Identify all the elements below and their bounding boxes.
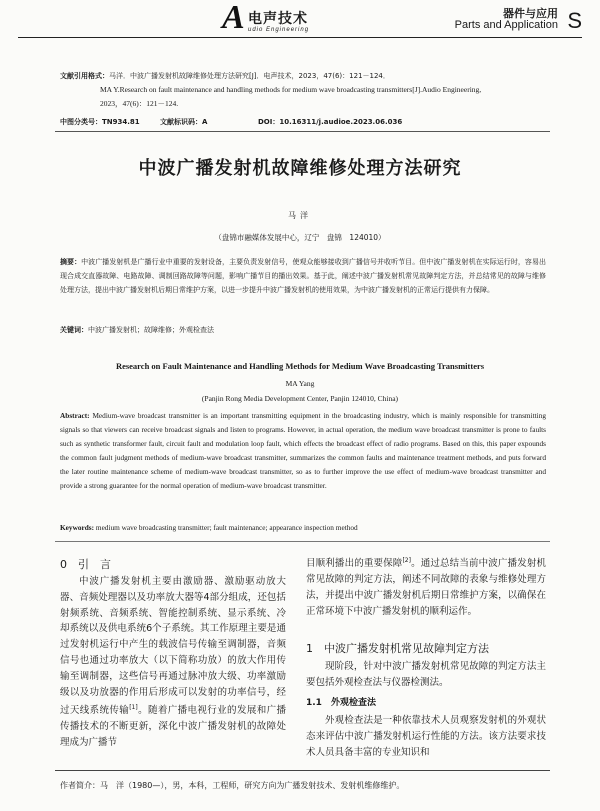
logo-text-en: udio Engineering [248, 27, 310, 33]
keywords-en-text: medium wave broadcasting transmitter; fault maintenance; appearance inspection method [95, 523, 358, 532]
intro-text-cont: 。随着广播电视行业的发展和广播传播技术的不断更新，深化中波广播发射机的故障处理成为广播节 [60, 705, 286, 749]
abstract-en-label: Abstract: [60, 411, 90, 420]
section-1-heading: 1 中波广播发射机常见故障判定方法 [306, 642, 489, 655]
author-en: MA Yang [285, 379, 315, 388]
keywords-zh [60, 325, 546, 335]
citation-zh-text: 马洋．中波广播发射机故障维修处理方法研究[J]．电声技术，2023，47(6)：121－124． [109, 72, 390, 80]
intro-ref-1: [1] [129, 704, 138, 712]
page-title: 中波广播发射机故障维修处理方法研究 [138, 158, 462, 179]
citation-en-line1: MA Y.Research on fault maintenance and handling methods for medium wave broadcasting transmitters[J].Audio Engineering, [100, 85, 482, 94]
abstract-zh-label: 摘要： [60, 258, 82, 266]
intro-heading: 0 引 言 [60, 558, 111, 571]
doc-value: A [202, 118, 208, 126]
logo-text-zh: 电声技术 [248, 11, 308, 27]
affiliation-zh: （盘锦市融媒体发展中心，辽宁 盘锦 124010） [214, 233, 386, 242]
clc-value: TN934.81 [102, 118, 140, 126]
doi-value: 10.16311/j.audioe.2023.06.036 [279, 118, 403, 126]
intro-ref-2: [2] [402, 557, 411, 564]
intro-cont-text: 目顺利播出的重要保障 [306, 558, 403, 570]
keywords-zh-label: 关键词： [60, 326, 88, 334]
abstract-zh-text: 中波广播发射机是广播行业中重要的发射设备，主要负责发射信号，使观众能够接收到广播信号并收听节目。但中波广播发射机在实际运行时，容易出现合成交直器故障、电路故障、调制回路故障等问题，影响广播节目的播出效果。基于此，阐述中波广播发射机常见故障判定方法，并总结常见的故障与维修处理方法，提出中波广播发射机后期日常维护方案，以进一步提升中波广播发射机的使用效果，为中波广播发射机的正常运行提供有力保障。 [60, 258, 547, 294]
section-glyph: S [567, 8, 582, 33]
citation-en-line2: 2023，47(6)：121－124. [100, 99, 179, 108]
logo-mark: A [222, 0, 245, 36]
clc-label: 中图分类号： [60, 118, 102, 126]
header-rule [18, 37, 582, 38]
citation-zh [60, 70, 560, 82]
intro-paragraph [60, 574, 286, 751]
journal-logo [222, 0, 372, 37]
keywords-en [60, 523, 546, 532]
section-1-1-heading: 1.1 外观检查法 [306, 698, 376, 708]
section-title-en: Parts and Application [454, 19, 558, 31]
intro-text: 中波广播发射机主要由激励器、激励驱动放大器、音频处理器以及功率放大器等4部分组成，还包括射频系统、音频系统、智能控制系统、显示系统、冷却系统以及供电系统6个子系统。其工作原理主要是通过发射机运行中产生的载波信号传输至调制器，音频信号也通过功率放大（以下简称功放）的放大作用传输至调制器，这些信号再通过脉冲放大级、功率激励级以及功放器的作用后形成可以发射的功率信号，经过天线系统传输 [60, 576, 286, 717]
clc-number [60, 116, 140, 128]
intro-cont-text-2: 。通过总结当前中波广播发射机常见故障的判定方法，阐述不同故障的表象与维修处理方法，并提出中波广播发射机后期日常维护方案，以确保在正常环境下中波广播发射机的顺利运作。 [306, 558, 546, 617]
meta-rule [55, 131, 550, 132]
abstract-zh [60, 255, 546, 297]
affiliation-en: (Panjin Rong Media Development Center, Panjin 124010, China) [201, 394, 399, 403]
doi-label: DOI： [258, 118, 280, 126]
abstract-en [60, 409, 546, 493]
keywords-en-label: Keywords: [60, 523, 95, 532]
keywords-zh-text: 中波广播发射机；故障维修；外观检查法 [88, 326, 214, 334]
author-zh: 马洋 [288, 211, 312, 220]
intro-continuation [306, 553, 546, 619]
citation-label: 文献引用格式： [60, 72, 109, 80]
footnote-rule [55, 770, 550, 771]
abstract-rule [55, 541, 550, 542]
section-1-text: 现阶段，针对中波广播发射机常见故障的判定方法主要包括外观检查法与仪器检测法。 [306, 661, 546, 688]
doc-code [160, 116, 207, 128]
section-title-zh: 器件与应用 [503, 7, 558, 20]
doi [258, 116, 402, 128]
section-1-1-text: 外观检查法是一种依靠技术人员观察发射机的外观状态来评估中波广播发射机运行性能的方法。该方法要求技术人员具备丰富的专业知识和 [306, 715, 546, 758]
doc-label: 文献标识码： [160, 118, 202, 126]
author-footnote: 作者简介：马 洋（1980—），男，本科，工程师，研究方向为广播发射技术、发射机维修维护。 [60, 781, 405, 790]
title-en: Research on Fault Maintenance and Handling Methods for Medium Wave Broadcasting Transmitters [115, 361, 485, 371]
abstract-en-text: Medium-wave broadcast transmitter is an important transmitting equipment in the broadcasting industry, which is mainly responsible for transmitting signals so that viewers can receive broadcast signals and listen to programs. However, in actual operation, the medium wave broadcast transmitter is prone to faults such as synthetic transformer fault, circuit fault and modulation loop fault, which effects the broadcast effect of radio programs. Based on this, this paper expounds the common fault judgment methods of medium-wave broadcast transmitter, summarizes the common faults and maintenance treatment methods, and puts forward the later routine maintenance scheme of medium-wave broadcast transmitter, so as to further improve the use effect of medium-wave broadcast transmitter and provide a strong guarantee for the normal operation of medium-wave broadcast transmitter. [60, 411, 546, 490]
